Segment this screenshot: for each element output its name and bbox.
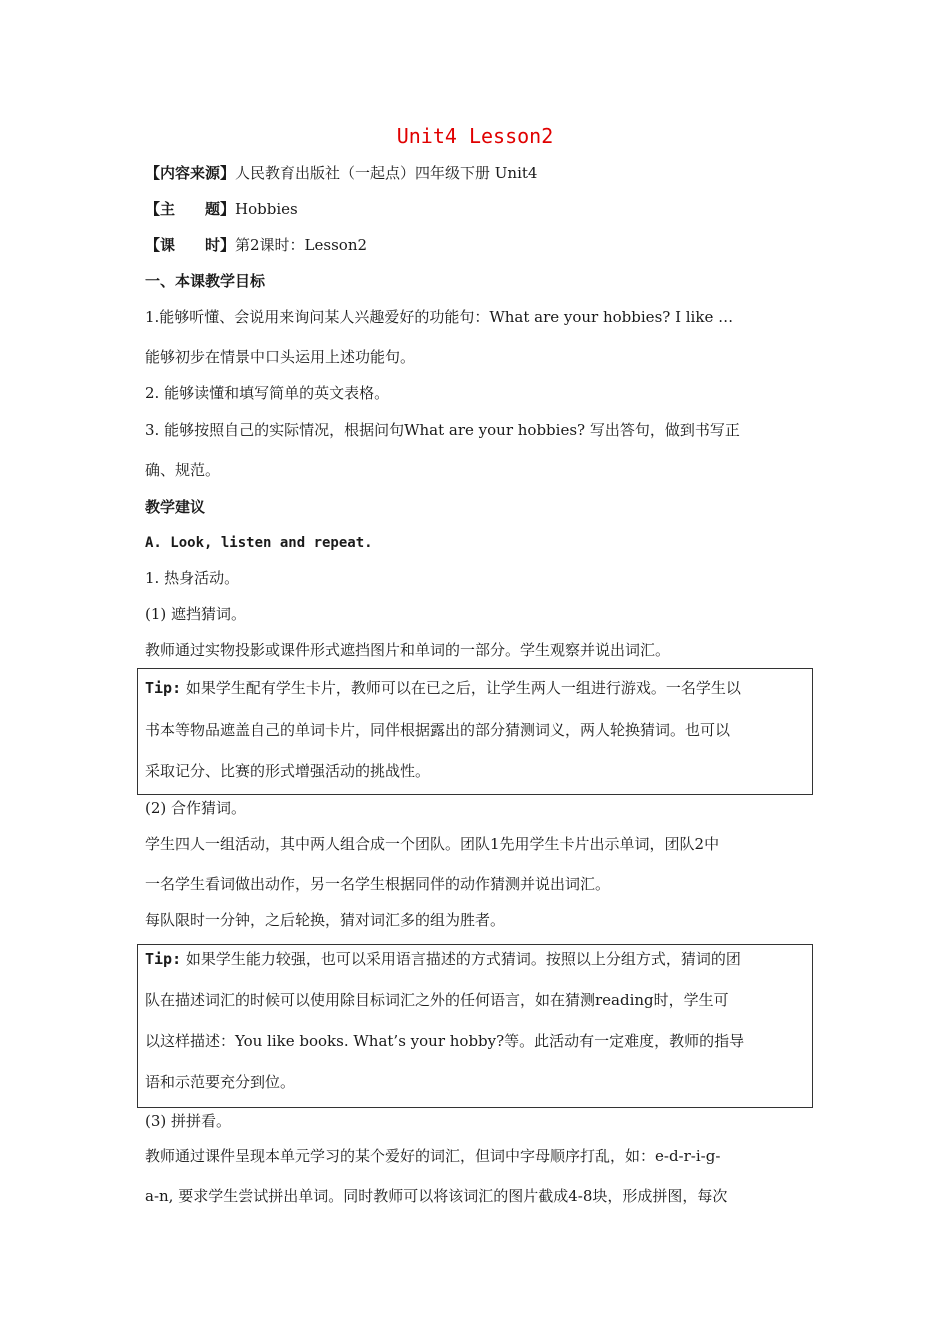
tip1-line2: 书本等物品遮盖自己的单词卡片，同伴根据露出的部分猜测词义，两人轮换猜词。也可以 [145,721,731,739]
meta-topic-label: 【主 题】 [145,200,236,218]
tip2-label: Tip: [145,950,182,968]
meta-period [145,235,813,255]
sub1-text: 教师通过实物投影或课件形式遮挡图片和单词的一部分。学生观察并说出词汇。 [145,641,671,659]
meta-topic-value: Hobbies [235,200,298,218]
tip2-line2: 队在描述词汇的时候可以使用除目标词汇之外的任何语言，如在猜测reading时，学生可 [145,991,729,1009]
sub3-line2: a-n, 要求学生尝试拼出单词。同时教师可以将该词汇的图片截成4-8块，形成拼图，每次 [145,1187,728,1205]
tip1-label: Tip: [145,679,182,697]
meta-source-value: 人民教育出版社（一起点）四年级下册 Unit4 [235,164,538,182]
goal2: 2. 能够读懂和填写简单的英文表格。 [145,384,390,402]
sub3-line1: 教师通过课件呈现本单元学习的某个爱好的词汇，但词中字母顺序打乱，如：e-d-r-i-g- [145,1147,721,1165]
sub2-line2: 一名学生看词做出动作，另一名学生根据同伴的动作猜测并说出词汇。 [145,875,611,893]
tip2-line4: 语和示范要充分到位。 [145,1073,296,1091]
tip2-line1-text: 如果学生能力较强，也可以采用语言描述的方式猜词。按照以上分组方式，猜词的团 [181,950,741,968]
goal3-line2: 确、规范。 [145,461,221,479]
section2-heading: 教学建议 [145,498,206,516]
tip2-line3: 以这样描述：You like books. What’s your hobby?等。此活动有一定难度，教师的指导 [145,1032,745,1050]
goal1-line1: 1.能够听懂、会说用来询问某人兴趣爱好的功能句：What are your hobbies? I like … [145,308,734,326]
sub2-line3: 每队限时一分钟，之后轮换，猜对词汇多的组为胜者。 [145,911,506,929]
meta-source [145,163,813,183]
step1: 1. 热身活动。 [145,569,240,587]
meta-period-label: 【课 时】 [145,236,236,254]
goal1-line2: 能够初步在情景中口头运用上述功能句。 [145,348,416,366]
sub3-title: (3) 拼拼看。 [145,1112,232,1130]
tip1-line3: 采取记分、比赛的形式增强活动的挑战性。 [145,762,431,780]
tip2-line1 [145,949,809,969]
section1-heading: 一、本课教学目标 [145,272,266,290]
meta-source-label: 【内容来源】 [145,164,236,182]
tip1-line1-text: 如果学生配有学生卡片，教师可以在已之后，让学生两人一组进行游戏。一名学生以 [181,679,741,697]
meta-topic [145,199,813,219]
part-a-heading: A. Look, listen and repeat. [145,535,373,551]
tip-box-2 [137,944,813,1108]
sub1-title: (1) 遮挡猜词。 [145,605,247,623]
document-title: Unit4 Lesson2 [396,124,554,148]
meta-period-value: 第2课时：Lesson2 [235,236,368,254]
sub2-title: (2) 合作猜词。 [145,799,247,817]
sub2-line1: 学生四人一组活动，其中两人组合成一个团队。团队1先用学生卡片出示单词，团队2中 [145,835,720,853]
goal3-line1: 3. 能够按照自己的实际情况，根据问句What are your hobbies? 写出答句，做到书写正 [145,421,740,439]
tip-box-1 [137,668,813,795]
tip1-line1 [145,678,809,698]
